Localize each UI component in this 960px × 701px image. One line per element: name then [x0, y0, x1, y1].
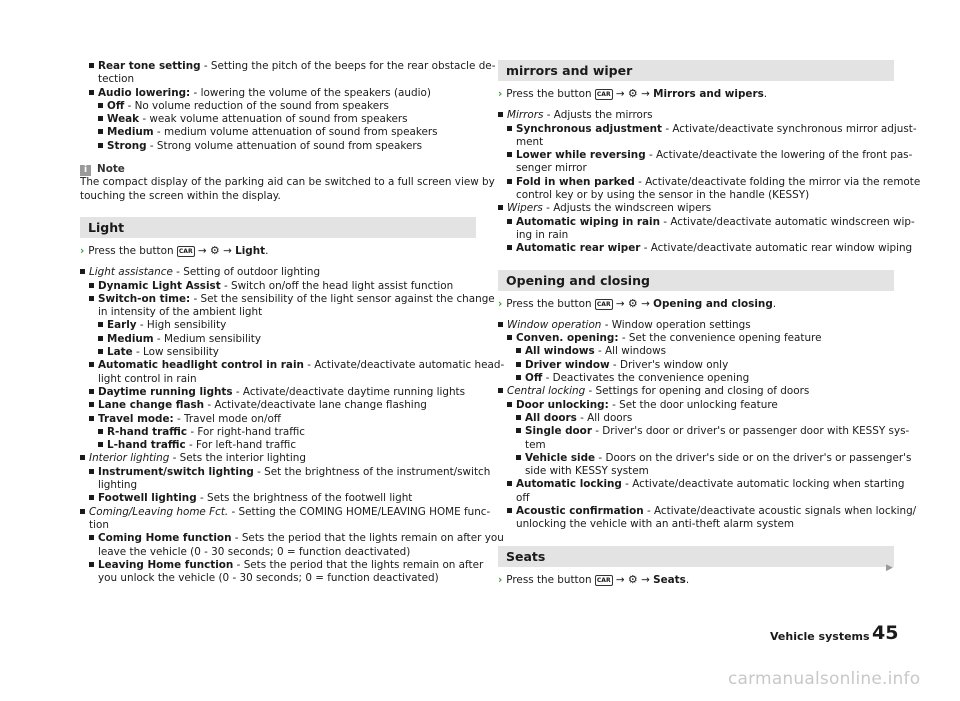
item-description: side with KESSY system — [525, 465, 649, 478]
list-item — [498, 492, 894, 505]
list-item — [498, 399, 894, 412]
list-item — [80, 113, 476, 126]
list-item — [80, 126, 476, 139]
bullet-icon — [98, 349, 103, 354]
arrow: → — [615, 297, 625, 310]
item-option: Synchronous adjustment — [516, 122, 663, 135]
item-description: - All windows — [594, 345, 667, 358]
list-item — [80, 266, 476, 279]
item-option: Medium — [107, 126, 154, 139]
item-option: Off — [525, 372, 543, 385]
item-option: Automatic rear wiper — [516, 242, 641, 255]
item-description: - Activate/deactivate lane change flashing — [204, 399, 427, 412]
bullet-icon — [507, 481, 512, 486]
item-option: Audio lowering: — [98, 86, 191, 99]
bullet-icon — [89, 562, 94, 567]
list-item — [80, 333, 476, 346]
continue-arrow-icon: ▶ — [886, 563, 893, 573]
item-option: Early — [107, 319, 137, 332]
item-description: senger mirror — [516, 162, 587, 175]
item-option: Footwell lighting — [98, 492, 197, 505]
list-item — [498, 122, 917, 136]
bullet-icon — [89, 402, 94, 407]
item-description: - Sets the brightness of the footwell light — [196, 492, 413, 505]
car-button-icon: CAR — [596, 91, 611, 98]
section-header-opening: Opening and closing — [498, 270, 894, 291]
arrow: → — [641, 573, 650, 586]
arrow: → — [615, 573, 625, 586]
list-item — [498, 149, 913, 162]
list-item — [80, 426, 476, 439]
item-description: - lowering the volume of the speakers (audio) — [190, 86, 431, 99]
item-description: - Sets the interior lighting — [169, 452, 306, 465]
list-item — [80, 452, 476, 465]
chevron-right-icon: › — [498, 573, 503, 586]
item-description: - Activate/deactivate automatic head- — [303, 359, 505, 372]
item-option: Weak — [107, 113, 140, 126]
list-item — [80, 479, 476, 492]
item-description: in intensity of the ambient light — [98, 306, 263, 319]
item-option: Lane change flash — [98, 399, 205, 412]
item-description: - Setting the pitch of the beeps for the rear obstacle de- — [200, 60, 496, 72]
light-settings-list — [80, 266, 505, 585]
chevron-right-icon: › — [498, 297, 503, 310]
bullet-icon — [89, 389, 94, 394]
list-item — [80, 546, 476, 559]
item-description: tem — [525, 438, 546, 451]
list-item — [498, 359, 894, 372]
menu-target-light: Light — [235, 244, 266, 257]
bullet-icon — [89, 296, 94, 301]
item-description: you unlock the vehicle (0 - 30 seconds; 0 = function deactivated) — [98, 572, 439, 585]
section-header-light: Light — [80, 217, 476, 238]
menu-target-opening: Opening and closing — [653, 297, 773, 310]
press-prefix: Press the button — [506, 88, 592, 100]
bullet-icon — [498, 388, 503, 393]
list-item — [80, 60, 496, 73]
list-item — [80, 140, 476, 153]
bullet-icon — [89, 362, 94, 367]
item-description: leave the vehicle (0 - 30 seconds; 0 = function deactivated) — [98, 545, 411, 558]
item-option: Acoustic confirmation — [516, 505, 644, 518]
item-description: - Activate/deactivate acoustic signals when locking/ — [643, 505, 917, 518]
arrow: → — [615, 88, 625, 100]
list-item — [498, 189, 894, 202]
bullet-icon — [507, 126, 512, 131]
list-item — [498, 425, 910, 438]
item-option: Fold in when parked — [516, 175, 635, 188]
list-item — [80, 492, 476, 505]
list-item — [498, 215, 915, 229]
bullet-icon — [98, 129, 103, 134]
car-button-icon: CAR — [596, 576, 611, 584]
item-term: Window operation — [507, 318, 602, 331]
settings-icon: ⚙ — [627, 572, 638, 586]
item-option: Leaving Home function — [98, 558, 234, 571]
list-item — [498, 412, 894, 425]
list-item — [498, 465, 894, 478]
item-description: - weak volume attenuation of sound from speakers — [139, 113, 408, 126]
item-description: - Strong volume attenuation of sound from speakers — [146, 139, 423, 152]
mirrors-settings-list — [498, 109, 921, 255]
list-item — [498, 175, 921, 189]
item-description: - Travel mode on/off — [173, 412, 281, 425]
item-term: Central locking — [507, 385, 586, 398]
item-option: R-hand traffic — [107, 425, 188, 438]
item-term: Mirrors — [507, 109, 544, 122]
item-option: Daytime running lights — [98, 385, 233, 398]
arrow: → — [641, 88, 650, 100]
item-description: - Deactivates the convenience opening — [542, 372, 750, 385]
list-item — [80, 87, 476, 100]
footer-section-label: Vehicle systems — [770, 630, 870, 643]
bullet-icon — [89, 495, 94, 500]
item-description: - Activate/deactivate the lowering of the front pas- — [645, 149, 913, 162]
item-description: light control in rain — [98, 372, 197, 385]
bullet-icon — [507, 152, 512, 157]
audio-settings-list — [80, 60, 496, 153]
list-item — [498, 439, 894, 452]
item-term: Interior lighting — [89, 452, 170, 465]
item-description: - No volume reduction of the sound from speakers — [124, 99, 389, 112]
item-option: Switch-on time: — [98, 292, 191, 305]
item-description: - Set the brightness of the instrument/switch — [253, 465, 491, 478]
item-option: Automatic wiping in rain — [516, 215, 660, 228]
list-item — [498, 451, 912, 465]
bullet-icon — [516, 415, 521, 420]
section-header-mirrors: mirrors and wiper — [498, 60, 894, 81]
item-option: Strong — [107, 139, 147, 152]
list-item — [498, 202, 894, 215]
opening-settings-list — [498, 318, 917, 532]
bullet-icon — [98, 322, 103, 327]
list-item — [80, 73, 476, 86]
settings-icon: ⚙ — [627, 296, 638, 310]
list-item — [498, 229, 894, 242]
item-option: Automatic headlight control in rain — [98, 359, 304, 372]
item-term: Wipers — [507, 202, 543, 215]
list-item — [80, 413, 476, 426]
note-heading — [80, 163, 476, 176]
list-item — [80, 572, 476, 585]
settings-icon: ⚙ — [627, 87, 638, 100]
item-description: - Low sensibility — [132, 346, 219, 359]
bullet-icon — [516, 428, 521, 433]
bullet-icon — [516, 362, 521, 367]
bullet-icon — [89, 63, 94, 68]
list-item — [80, 505, 491, 519]
list-item — [80, 465, 491, 479]
item-description: - For left-hand traffic — [185, 439, 297, 452]
list-item — [80, 386, 476, 399]
bullet-icon — [80, 269, 85, 274]
item-option: Medium — [107, 332, 154, 345]
right-column — [498, 60, 921, 595]
note-line: touching the screen within the display. — [80, 189, 281, 202]
item-option: Automatic locking — [516, 478, 622, 491]
item-description: unlocking the vehicle with an anti-theft alarm system — [516, 518, 795, 531]
item-option: Coming Home function — [98, 532, 232, 545]
item-option: All doors — [525, 411, 577, 424]
list-item — [80, 292, 495, 306]
car-button-icon: CAR — [596, 300, 611, 308]
press-instruction-seats: › Press the button CAR → ⚙ → Seats. — [498, 572, 690, 586]
list-item — [498, 162, 894, 175]
bullet-icon — [507, 219, 512, 224]
list-item — [80, 346, 476, 359]
item-option: Single door — [525, 425, 592, 438]
item-description: - Set the door unlocking feature — [608, 398, 778, 411]
item-description: - Activate/deactivate automatic windscreen wip- — [659, 215, 915, 228]
bullet-icon — [98, 429, 103, 434]
bullet-icon — [498, 205, 503, 210]
list-item — [80, 532, 504, 545]
list-item — [80, 359, 505, 372]
item-description: - Activate/deactivate folding the mirror via the remote — [634, 175, 921, 188]
item-description: - Activate/deactivate synchronous mirror adjust- — [662, 122, 917, 135]
bullet-icon — [89, 469, 94, 474]
item-description: - Medium sensibility — [153, 332, 262, 345]
item-description: lighting — [98, 479, 138, 492]
settings-icon: ⚙ — [209, 243, 220, 257]
list-item — [80, 373, 476, 386]
list-item — [498, 505, 917, 518]
list-item — [498, 345, 894, 358]
item-description: - Sets the period that the lights remain on after — [233, 558, 484, 571]
list-item — [80, 100, 476, 113]
section-header-seats: Seats — [498, 546, 894, 567]
chevron-right-icon: › — [498, 88, 503, 100]
item-description: - Adjusts the mirrors — [543, 109, 653, 122]
item-option: Lower while reversing — [516, 149, 646, 162]
item-description: - All doors — [576, 411, 633, 424]
item-description: tion — [89, 518, 109, 531]
bullet-icon — [516, 375, 521, 380]
item-description: ment — [516, 135, 544, 148]
bullet-icon — [98, 143, 103, 148]
bullet-icon — [89, 90, 94, 95]
bullet-icon — [89, 535, 94, 540]
bullet-icon — [80, 455, 85, 460]
bullet-icon — [89, 416, 94, 421]
arrow: → — [641, 297, 650, 310]
list-item — [498, 109, 894, 122]
list-item — [498, 385, 894, 398]
press-instruction-opening: › Press the button CAR → ⚙ → Opening and closing. — [498, 296, 777, 310]
list-item — [498, 319, 894, 332]
bullet-icon — [80, 509, 85, 514]
item-description: ing in rain — [516, 228, 569, 241]
item-description: - Driver's window only — [609, 358, 729, 371]
item-option: Travel mode: — [98, 412, 174, 425]
press-prefix: Press the button — [506, 297, 592, 310]
item-description: - Set the convenience opening feature — [618, 332, 822, 345]
item-option: Driver window — [525, 358, 610, 371]
item-description: control key or by using the sensor in the handle (KESSY) — [516, 189, 810, 202]
bullet-icon — [498, 112, 503, 117]
item-description: - High sensibility — [136, 319, 227, 332]
bullet-icon — [98, 116, 103, 121]
list-item — [80, 558, 484, 572]
press-prefix: Press the button — [506, 573, 592, 586]
item-option: Instrument/switch lighting — [98, 465, 254, 478]
item-description: - Setting of outdoor lighting — [172, 266, 321, 279]
bullet-icon — [507, 179, 512, 184]
list-item — [498, 518, 894, 531]
arrow: → — [223, 244, 232, 257]
bullet-icon — [516, 348, 521, 353]
press-prefix: Press the button — [88, 244, 174, 257]
menu-target-mirrors: Mirrors and wipers — [653, 88, 764, 100]
note-line: The compact display of the parking aid can be switched to a full screen view by — [80, 176, 495, 189]
watermark: carmanualsonline.info — [728, 669, 921, 689]
item-description: - Driver's door or driver's or passenger door with KESSY sys- — [591, 425, 910, 438]
item-description: - Adjusts the windscreen wipers — [542, 202, 712, 215]
note-text — [80, 176, 495, 203]
note-title: Note — [97, 163, 125, 176]
item-option: Vehicle side — [525, 451, 596, 464]
item-description: - Activate/deactivate automatic locking when starting — [621, 478, 905, 491]
list-item — [80, 306, 476, 319]
arrow: → — [197, 244, 207, 257]
bullet-icon — [507, 508, 512, 513]
bullet-icon — [507, 402, 512, 407]
menu-target-seats: Seats — [653, 573, 686, 586]
item-description: - Setting the COMING HOME/LEAVING HOME func- — [228, 505, 491, 518]
item-option: All windows — [525, 345, 595, 358]
press-instruction-light: › Press the button CAR → ⚙ → Light. — [80, 243, 269, 257]
bullet-icon — [516, 455, 521, 460]
item-description: - Doors on the driver's side or on the driver's or passenger's — [595, 451, 912, 464]
list-item — [80, 519, 476, 532]
item-option: Dynamic Light Assist — [98, 279, 221, 292]
item-option: Late — [107, 346, 133, 359]
item-description: - Activate/deactivate automatic rear window wiping — [640, 242, 913, 255]
item-description: - Settings for opening and closing of doors — [585, 385, 810, 398]
bullet-icon — [498, 322, 503, 327]
item-option: Door unlocking: — [516, 398, 609, 411]
item-description: tection — [98, 73, 135, 86]
item-description: - For right-hand traffic — [187, 425, 305, 438]
item-option: L-hand traffic — [107, 439, 186, 452]
car-button-icon: CAR — [178, 247, 193, 255]
bullet-icon — [98, 442, 103, 447]
item-description: - Set the sensibility of the light sensor against the change — [190, 292, 495, 305]
list-item — [498, 372, 894, 385]
press-instruction-mirrors: › Press the button CAR → ⚙ → Mirrors and wipers. — [498, 87, 768, 100]
item-description: off — [516, 491, 530, 504]
item-option: Rear tone setting — [98, 60, 201, 72]
item-option: Off — [107, 99, 125, 112]
info-icon: i — [80, 165, 91, 176]
bullet-icon — [507, 335, 512, 340]
list-item — [498, 136, 894, 149]
item-description: - Activate/deactivate daytime running lights — [232, 385, 466, 398]
list-item — [80, 399, 476, 412]
list-item — [80, 319, 476, 332]
item-description: - Window operation settings — [601, 318, 751, 331]
item-description: - Sets the period that the lights remain on after you — [231, 532, 504, 545]
list-item — [498, 332, 894, 345]
bullet-icon — [98, 103, 103, 108]
bullet-icon — [98, 336, 103, 341]
list-item — [498, 478, 905, 491]
chevron-right-icon: › — [80, 244, 85, 257]
bullet-icon — [89, 283, 94, 288]
item-description: - Switch on/off the head light assist function — [220, 279, 454, 292]
item-term: Light assistance — [89, 266, 173, 279]
bullet-icon — [507, 245, 512, 250]
item-option: Conven. opening: — [516, 332, 619, 345]
item-term: Coming/Leaving home Fct. — [89, 505, 229, 518]
list-item — [80, 439, 476, 452]
list-item — [80, 280, 476, 293]
item-description: - medium volume attenuation of sound from speakers — [153, 126, 438, 139]
page-number: 45 — [872, 622, 899, 644]
left-column — [80, 60, 505, 585]
list-item — [498, 242, 913, 255]
